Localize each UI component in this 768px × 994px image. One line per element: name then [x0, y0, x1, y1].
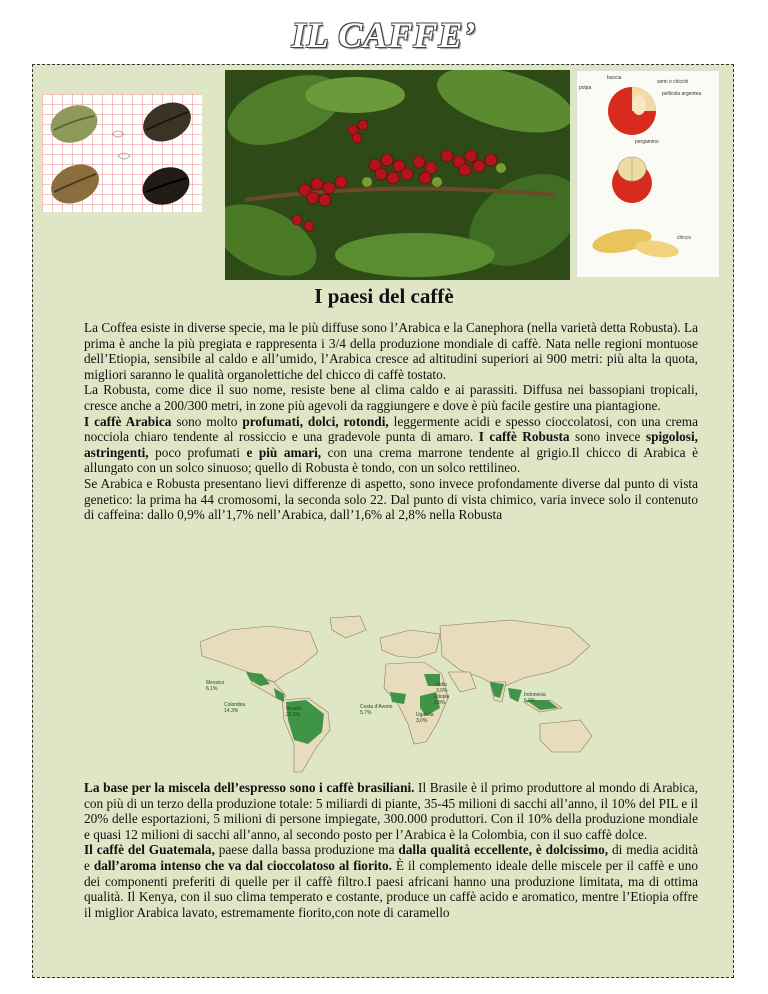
- closing-text: [84, 780, 698, 920]
- map-value-costa-avorio: 5,7%: [360, 710, 372, 716]
- map-value-messico: 6,1%: [206, 686, 218, 692]
- label-chicco: chicco: [677, 235, 692, 241]
- label-pellicola: pellicola argentea: [662, 91, 702, 97]
- map-value-india: 3,0%: [436, 688, 448, 694]
- label-buccia: buccia: [607, 75, 622, 81]
- coffee-beans-image: [42, 94, 202, 212]
- map-label-etiopia: Etiopia: [434, 694, 450, 700]
- label-semi: semi o chicchi: [657, 79, 689, 85]
- label-pergamino: pergamino: [635, 139, 659, 145]
- map-label-indonesia: Indonesia: [524, 692, 546, 698]
- section-title: I paesi del caffè: [314, 284, 454, 308]
- intro-paragraph-3: I caffè Arabica sono molto profumati, dolci, rotondi, leggermente acidi e spesso cioccolatosi, con una crema nocciola chiaro tendente al rossiccio e una gradevole punta di amaro. I caffè Robusta sono invece spigolosi, astringenti, poco profumati e più amari, con una crema marrone tendente al grigio.Il chicco di Arabica è allungato con un solco sinuoso; quello di Robusta è tondo, con un solco rettilineo.: [84, 413, 698, 476]
- coffee-cherry-anatomy: [576, 70, 720, 278]
- map-label-india: India: [436, 682, 447, 688]
- map-value-uganda: 3,0%: [416, 718, 428, 724]
- intro-text: [84, 320, 698, 523]
- page-title: IL CAFFE’: [291, 15, 477, 55]
- map-value-colombia: 14,3%: [224, 708, 239, 714]
- world-coffee-map: [190, 612, 600, 782]
- coffee-cherries-photo: [225, 70, 570, 280]
- map-value-brasile: 23,8%: [286, 712, 301, 718]
- map-value-etiopia: 3,8%: [434, 700, 446, 706]
- map-label-brasile: Brasile: [286, 706, 302, 712]
- map-label-messico: Messico: [206, 680, 225, 686]
- map-label-uganda: Uganda: [416, 712, 434, 718]
- map-label-costa-avorio: Costa d’Avorio: [360, 704, 393, 710]
- map-value-indonesia: 6,9%: [524, 698, 536, 704]
- closing-paragraph-2: Il caffè del Guatemala, paese dalla bassa produzione ma dalla qualità eccellente, è dolcissimo, di media acidità e dall’aroma intenso che va dal cioccolatoso al fiorito. È il complemento ideale delle miscele per il caffè e uno dei componenti preferiti di quelle per il caffè filtro.I paesi africani hanno una produzione limitata, ma di ottima qualità. Il Kenya, con il suo clima temperato e costante, produce un caffè acido e aromatico, mentre l’Etiopia offre il miglior Arabica lavato, estremamente fiorito,con note di caramello: [84, 842, 699, 920]
- map-label-colombia: Colombia: [224, 702, 246, 708]
- intro-paragraph-2: La Robusta, come dice il suo nome, resiste bene al clima caldo e ai parassiti. Diffusa nei bassopiani tropicali, cresce anche a 200/300 metri, in zone più agevoli da raggiungere e dove è più facile gestire una piantagione.: [84, 382, 698, 413]
- label-polpa: polpa: [579, 85, 592, 91]
- closing-paragraph-1: La base per la miscela dell’espresso sono i caffè brasiliani. Il Brasile è il primo produttore al mondo di Arabica, con più di un terzo della produzione totale: 5 miliardi di piante, 35-45 milioni di sacchi all’anno, il 10% del PIL e il 20% delle esportazioni, 5 milioni di persone impiegate, 300.000 produttori. Con il 10% della produzione mondiale e quasi 12 milioni di sacchi all’anno, al secondo posto per l’Arabica è la Colombia, con il suo caffè dolce.: [84, 780, 698, 842]
- intro-paragraph-1: La Coffea esiste in diverse specie, ma le più diffuse sono l’Arabica e la Canephora (nella varietà detta Robusta). La prima è anche la più pregiata e rappresenta i 3/4 della produzione mondiale di caffè. Nata nelle regioni montuose dell’Etiopia, sensibile al caldo e all’umido, l’Arabica cresce ad altitudini superiori ai 900 metri: più alta la quota, migliori saranno le qualità organolettiche del chicco di caffè tostato.: [84, 320, 698, 382]
- intro-paragraph-4: Se Arabica e Robusta presentano lievi differenze di aspetto, sono invece profondamente diverse dal punto di vista genetico: la prima ha 44 cromosomi, la seconda solo 22. Dal punto di vista chimico, varia invece solo il contenuto di caffeina: dallo 0,9% all’1,7% nell’Arabica, dall’1,6% al 2,8% nella Robusta: [84, 475, 698, 523]
